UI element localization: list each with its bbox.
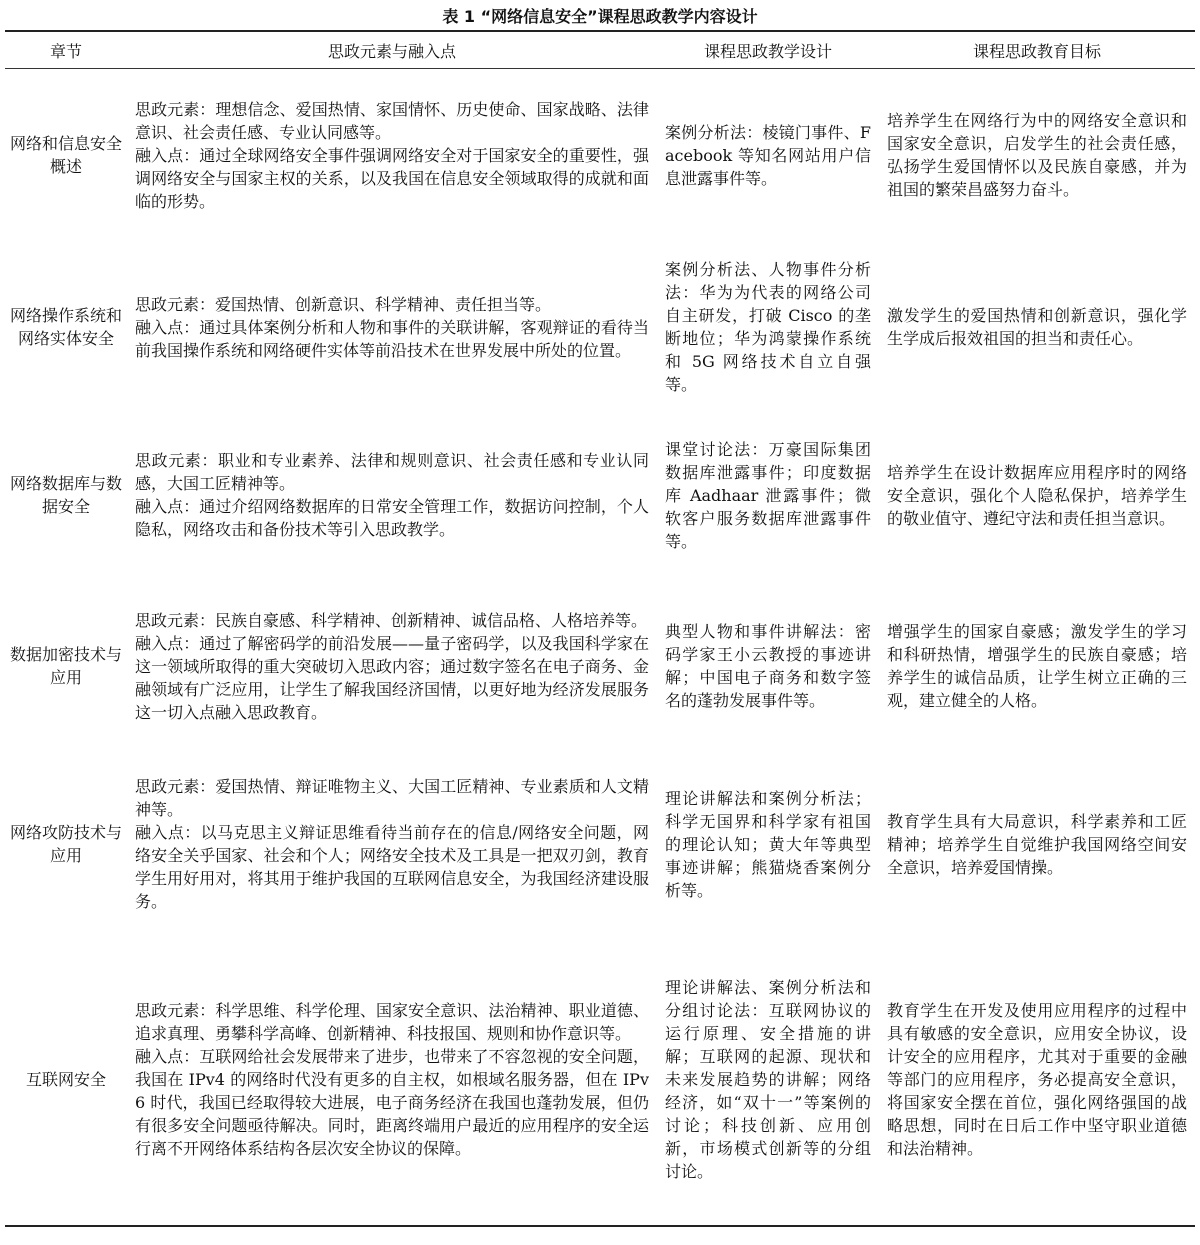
chapter-cell: 互联网安全: [25, 1069, 106, 1089]
goal-cell: 增强学生的国家自豪感；激发学生的学习和科研热情，增强学生的民族自豪感；培养学生的诚信品质，让学生树立正确的三观，建立健全的人格。: [887, 622, 1187, 710]
table-row: [5, 69, 1195, 242]
chapter-cell: 数据加密技术与应用: [9, 645, 122, 687]
table-row: [5, 577, 1195, 755]
integration-text: 融入点：以马克思主义辩证思维看待当前存在的信息/网络安全问题，网络安全关乎国家、社会和个人；网络安全技术及工具是一把双刃剑，教育学生用好用对，将其用于维护我国的互联网信息安全，为我国经济建设服务。: [135, 823, 649, 911]
goal-cell: 教育学生具有大局意识，科学素养和工匠精神；培养学生自觉维护我国网络空间安全意识，培养爱国情操。: [887, 811, 1187, 877]
design-cell: 典型人物和事件讲解法：密码学家王小云教授的事迹讲解；中国电子商务和数字签名的蓬勃发展事件等。: [665, 622, 871, 710]
table-title: 表 1 “网络信息安全”课程思政教学内容设计: [442, 7, 758, 26]
table-row: [5, 755, 1195, 933]
goal-cell: 激发学生的爱国热情和创新意识，强化学生学成后报效祖国的担当和责任心。: [887, 306, 1187, 348]
elements-cell: [127, 241, 657, 413]
design-cell: 案例分析法：棱镜门事件、Facebook 等知名网站用户信息泄露事件等。: [665, 122, 871, 188]
chapter-cell: 网络数据库与数据安全: [9, 474, 122, 516]
elements-text: 思政元素：爱国热情、创新意识、科学精神、责任担当等。: [135, 294, 552, 314]
elements-cell: [127, 577, 657, 755]
header-goal: 课程思政教育目标: [879, 31, 1195, 69]
integration-text: 融入点：通过了解密码学的前沿发展——量子密码学，以及我国科学家在这一领域所取得的重大突破切入思政内容；通过数字签名在电子商务、金融领域有广泛应用，让学生了解我国经济国情，以更好地为经济发展服务这一切入点融入思政教育。: [135, 633, 649, 722]
elements-cell: [127, 69, 657, 242]
integration-text: 融入点：通过全球网络安全事件强调网络安全对于国家安全的重要性，强调网络安全与国家主权的关系，以及我国在信息安全领域取得的成就和面临的形势。: [135, 145, 649, 211]
header-elements: 思政元素与融入点: [127, 31, 657, 69]
design-cell: 案例分析法、人物事件分析法：华为为代表的网络公司自主研发，打破 Cisco 的垄断地位；华为鸿蒙操作系统和 5G 网络技术自立自强等。: [665, 260, 871, 394]
goal-cell: 培养学生在网络行为中的网络安全意识和国家安全意识，启发学生的社会责任感，弘扬学生爱国情怀以及民族自豪感，并为祖国的繁荣昌盛努力奋斗。: [887, 111, 1187, 199]
table-header-row: [5, 31, 1195, 69]
goal-cell: 教育学生在开发及使用应用程序的过程中具有敏感的安全意识，应用安全协议，设计安全的应用程序，尤其对于重要的金融等部门的应用程序，务必提高安全意识，将国家安全摆在首位，强化网络强国的战略思想，同时在日后工作中坚守职业道德和法治精神。: [887, 1000, 1187, 1158]
integration-text: 融入点：通过具体案例分析和人物和事件的关联讲解，客观辩证的看待当前我国操作系统和网络硬件实体等前沿技术在世界发展中所处的位置。: [135, 317, 649, 360]
table-row: [5, 241, 1195, 413]
goal-cell: 培养学生在设计数据库应用程序时的网络安全意识，强化个人隐私保护，培养学生的敬业值守、遵纪守法和责任担当意识。: [887, 462, 1187, 528]
integration-text: 融入点：通过介绍网络数据库的日常安全管理工作，数据访问控制，个人隐私，网络攻击和备份技术等引入思政教学。: [135, 497, 649, 539]
elements-text: 思政元素：爱国热情、辩证唯物主义、大国工匠精神、专业素质和人文精神等。: [135, 777, 649, 819]
elements-cell: [127, 755, 657, 933]
elements-text: 思政元素：民族自豪感、科学精神、创新精神、诚信品格、人格培养等。: [135, 610, 648, 630]
chapter-cell: 网络操作系统和网络实体安全: [9, 306, 122, 348]
header-chapter: 章节: [5, 31, 127, 69]
integration-text: 融入点：互联网给社会发展带来了进步，也带来了不容忽视的安全问题，我国在 IPv4 的网络时代没有更多的自主权，如根域名服务器，但在 IPv6 时代，我国已经取得较大进展，电子商务经济在我国也蓬勃发展，但仍有很多安全问题亟待解决。同时，距离终端用户最近的应用程序的安全运行离不开网络体系结构各层次安全协议的保障。: [135, 1046, 649, 1158]
elements-text: 思政元素：理想信念、爱国热情、家国情怀、历史使命、国家战略、法律意识、社会责任感、专业认同感等。: [135, 99, 649, 142]
design-cell: 理论讲解法和案例分析法；科学无国界和科学家有祖国的理论认知；黄大年等典型事迹讲解；熊猫烧香案例分析等。: [665, 788, 871, 900]
design-cell: 课堂讨论法：万豪国际集团数据库泄露事件；印度数据库 Aadhaar 泄露事件；微软客户服务数据库泄露事件等。: [665, 439, 871, 551]
elements-text: 思政元素：职业和专业素养、法律和规则意识、社会责任感和专业认同感，大国工匠精神等。: [135, 451, 649, 493]
table-row: [5, 933, 1195, 1226]
course-design-table: [5, 30, 1195, 1227]
elements-cell: [127, 413, 657, 577]
chapter-cell: 网络攻防技术与应用: [9, 823, 122, 865]
elements-text: 思政元素：科学思维、科学伦理、国家安全意识、法治精神、职业道德、追求真理、勇攀科学高峰、创新精神、科技报国、规则和协作意识等。: [135, 1000, 649, 1043]
elements-cell: [127, 933, 657, 1226]
design-cell: 理论讲解法、案例分析法和分组讨论法：互联网协议的运行原理、安全措施的讲解；互联网的起源、现状和未来发展趋势的讲解；网络经济，如“双十一”等案例的讨论；科技创新、应用创新，市场模式创新等的分组讨论。: [665, 977, 871, 1181]
chapter-cell: 网络和信息安全概述: [9, 134, 122, 176]
header-design: 课程思政教学设计: [657, 31, 879, 69]
table-row: [5, 413, 1195, 577]
